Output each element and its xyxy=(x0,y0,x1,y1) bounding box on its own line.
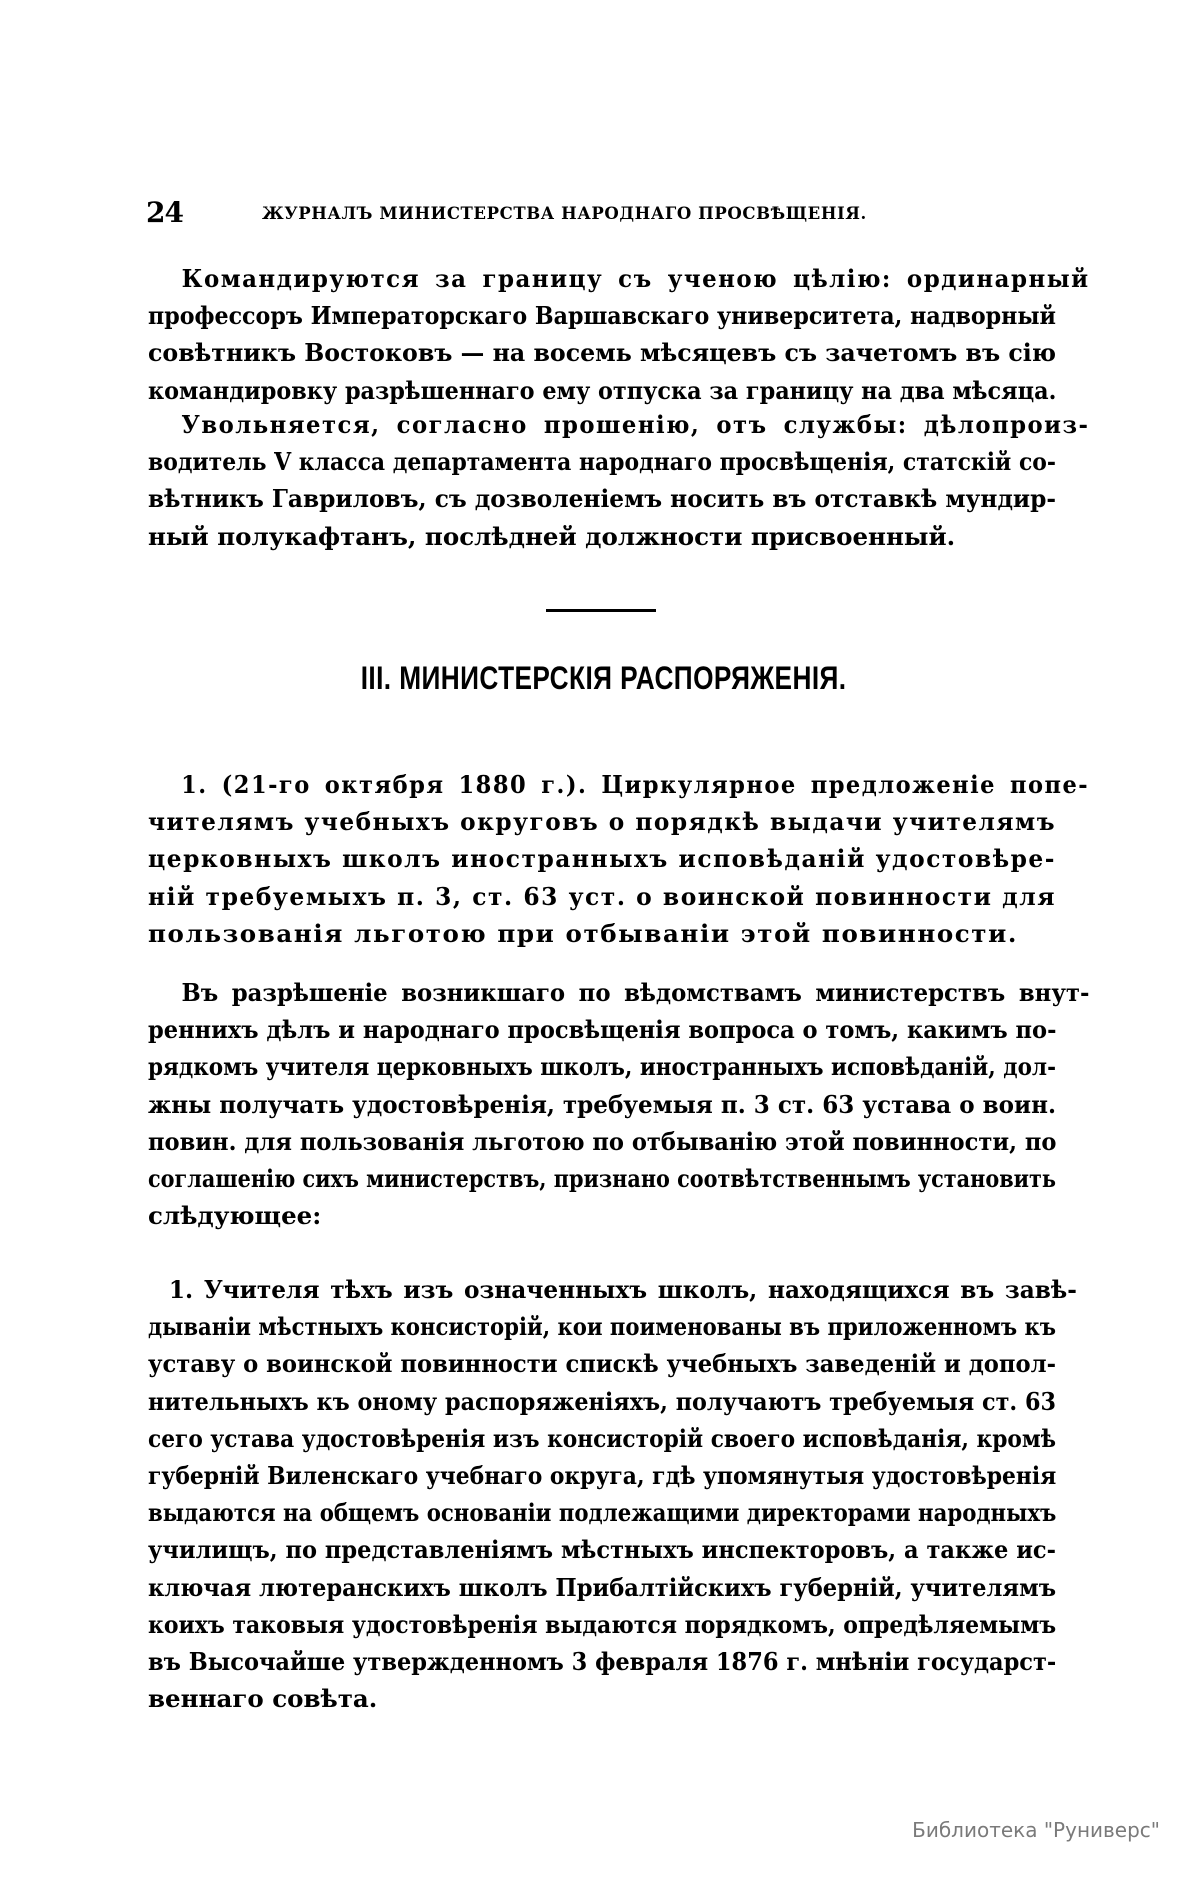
text-line: соглашенію сихъ министерствъ, признано соотвѣтственнымъ установить xyxy=(148,1163,1056,1193)
text-line: ній требуемыхъ п. 3, ст. 63 уст. о воинской повинности для xyxy=(148,881,1056,911)
page-number: 24 xyxy=(146,196,183,229)
text-line: вѣтникъ Гавриловъ, съ дозволеніемъ носить въ отставкѣ мундир- xyxy=(148,484,1057,514)
text-line: реннихъ дѣлъ и народнаго просвѣщенія вопроса о томъ, какимъ по- xyxy=(148,1015,1057,1045)
text-line: повин. для пользованія льготою по отбыванію этой повинности, по xyxy=(148,1126,1057,1156)
text-line: Командируются за границу съ ученою цѣлію: ординарный xyxy=(181,264,1090,293)
text-line: водитель V класса департамента народнаго просвѣщенія, статскій со- xyxy=(148,447,1056,477)
text-line: училищъ, по представленіямъ мѣстныхъ инспекторовъ, а также ис- xyxy=(148,1535,1056,1565)
text-line: 1. Учителя тѣхъ изъ означенныхъ школъ, находящихся въ завѣ- xyxy=(168,1275,1077,1304)
text-line: 1. (21-го октября 1880 г.). Циркулярное предложеніе попе- xyxy=(181,770,1090,799)
text-line: чителямъ учебныхъ округовъ о порядкѣ выдачи учителямъ xyxy=(148,807,1056,837)
text-line: нительныхъ къ оному распоряженіяхъ, получаютъ требуемыя ст. 63 xyxy=(148,1386,1056,1416)
text-line: командировку разрѣшеннаго ему отпуска за границу на два мѣсяца. xyxy=(148,375,1057,405)
running-head xyxy=(146,196,1056,236)
text-line: сего устава удостовѣренія изъ консисторій своего исповѣданія, кромѣ xyxy=(148,1423,1056,1453)
text-line: губерній Виленскаго учебнаго округа, гдѣ упомянутыя удостовѣренія xyxy=(148,1460,1057,1490)
text-line: Увольняется, согласно прошенію, отъ службы: дѣлопроиз- xyxy=(181,410,1090,439)
order-preamble xyxy=(148,974,1090,1234)
journal-title: ЖУРНАЛЪ МИНИСТЕРСТВА НАРОДНАГО ПРОСВѢЩЕНІЯ. xyxy=(262,204,867,223)
text-line: уставу о воинской повинности спискѣ учебныхъ заведеній и допол- xyxy=(148,1349,1056,1379)
text-line: пользованія льготою при отбываніи этой повинности. xyxy=(148,918,1018,948)
section-heading: III. МИНИСТЕРСКІЯ РАСПОРЯЖЕНІЯ. xyxy=(360,660,847,696)
text-line: рядкомъ учителя церковныхъ школъ, иностранныхъ исповѣданій, дол- xyxy=(148,1052,1056,1082)
text-line: Въ разрѣшеніе возникшаго по вѣдомствамъ министерствъ внут- xyxy=(181,978,1090,1007)
text-line: выдаются на общемъ основаніи подлежащими директорами народныхъ xyxy=(148,1498,1057,1528)
text-line: ключая лютеранскихъ школъ Прибалтійскихъ губерній, учителямъ xyxy=(148,1572,1056,1602)
text-line: профессоръ Императорскаго Варшавскаго университета, надворный xyxy=(148,301,1056,331)
text-line: веннаго совѣта. xyxy=(148,1684,378,1714)
text-line: жны получать удостовѣренія, требуемыя п. 3 ст. 63 устава о воин. xyxy=(148,1089,1056,1119)
order-title xyxy=(148,766,1090,952)
library-watermark: Библиотека "Руниверс" xyxy=(912,1818,1160,1842)
text-line: ный полукафтанъ, послѣдней должности присвоенный. xyxy=(148,521,956,551)
order-clause-1 xyxy=(148,1271,1077,1717)
text-line: коихъ таковыя удостовѣренія выдаются порядкомъ, опредѣляемымъ xyxy=(148,1609,1057,1639)
text-line: дываніи мѣстныхъ консисторій, кои поименованы въ приложенномъ къ xyxy=(148,1312,1056,1342)
personnel-paragraph-dismissal xyxy=(148,406,1090,555)
text-line: совѣтникъ Востоковъ — на восемь мѣсяцевъ съ зачетомъ въ сію xyxy=(148,338,1057,368)
personnel-paragraph-travel xyxy=(148,260,1090,409)
text-line: въ Высочайше утвержденномъ 3 февраля 1876 г. мнѣніи государст- xyxy=(148,1646,1057,1676)
section-divider-rule xyxy=(546,609,656,612)
text-line: церковныхъ школъ иностранныхъ исповѣданій удостовѣре- xyxy=(148,844,1056,874)
text-line: слѣдующее: xyxy=(148,1201,322,1231)
